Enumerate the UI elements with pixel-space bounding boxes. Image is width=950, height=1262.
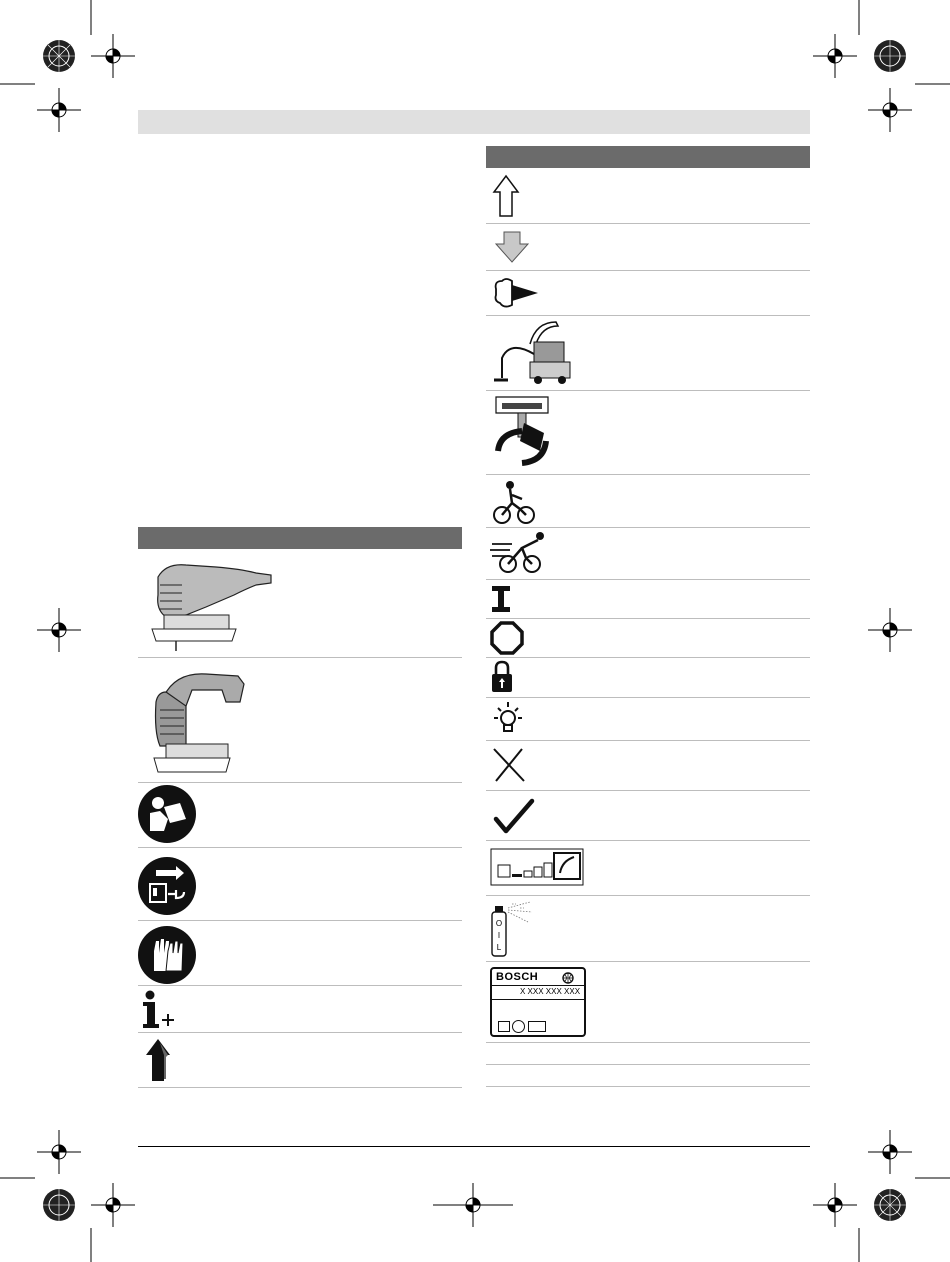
left-row-jigsaw-top-handle xyxy=(138,658,462,783)
right-row-dust-blowing xyxy=(486,271,810,316)
left-row-unplug xyxy=(138,848,462,921)
arrow-up-outline-icon xyxy=(494,174,524,220)
light-bulb-icon xyxy=(488,700,528,738)
type-plate-brand: BOSCH xyxy=(496,971,539,983)
left-row-action-arrow xyxy=(138,1033,462,1088)
registration-rosette-icon xyxy=(874,40,906,72)
oil-spray-icon xyxy=(490,898,540,958)
type-plate-rect xyxy=(528,1021,546,1032)
right-row-check xyxy=(486,791,810,841)
right-row-blank-2 xyxy=(486,1065,810,1087)
right-row-cross xyxy=(486,741,810,791)
type-plate-code: X XXX XXX XXX xyxy=(520,987,581,996)
right-row-padlock xyxy=(486,658,810,698)
right-row-fast-cyclist xyxy=(486,528,810,580)
right-row-arrow-down xyxy=(486,224,810,271)
page-footer-rule xyxy=(138,1146,810,1147)
arrow-down-grey-icon xyxy=(494,230,534,266)
fast-cyclist-icon xyxy=(490,530,552,576)
i-beam-icon xyxy=(490,584,514,614)
right-table-heading xyxy=(486,146,810,168)
padlock-icon xyxy=(490,660,514,694)
type-plate-icon xyxy=(490,967,586,1037)
speed-level-icon xyxy=(490,847,590,889)
left-table-heading xyxy=(138,527,462,549)
blade-change-icon xyxy=(490,393,554,473)
type-plate-divider xyxy=(492,999,584,1000)
oil-letter-l: L xyxy=(496,943,502,952)
jigsaw-barrel-grip-icon xyxy=(146,555,276,655)
oil-letter-i: I xyxy=(497,931,501,940)
information-plus-icon xyxy=(140,990,180,1030)
right-row-vacuum xyxy=(486,316,810,391)
registration-rosette-icon xyxy=(43,40,75,72)
registration-rosette-icon xyxy=(43,1189,75,1221)
right-row-blank-1 xyxy=(486,1043,810,1065)
left-row-info-plus xyxy=(138,986,462,1033)
right-row-slow-cyclist xyxy=(486,475,810,528)
action-arrow-icon xyxy=(146,1037,176,1083)
page-header-bar xyxy=(138,110,810,134)
wear-gloves-icon xyxy=(138,925,198,985)
jigsaw-top-handle-icon xyxy=(146,662,276,780)
right-row-type-plate xyxy=(486,962,810,1043)
right-row-i-beam xyxy=(486,580,810,619)
right-row-speed-level xyxy=(486,841,810,896)
left-row-read-manual xyxy=(138,783,462,848)
unplug-icon xyxy=(138,856,198,916)
slow-cyclist-icon xyxy=(490,479,540,525)
type-plate-circle xyxy=(512,1020,525,1033)
read-manual-icon xyxy=(138,785,198,845)
type-plate-divider xyxy=(492,985,584,986)
right-row-oil-spray xyxy=(486,896,810,962)
type-plate-square xyxy=(498,1021,510,1032)
right-row-arrow-up xyxy=(486,168,810,224)
dust-blowing-icon xyxy=(492,275,542,311)
cross-mark-icon xyxy=(492,747,532,787)
right-row-light xyxy=(486,698,810,741)
octagon-icon xyxy=(490,621,524,655)
check-mark-icon xyxy=(492,797,538,837)
right-row-blade-change xyxy=(486,391,810,475)
globe-icon xyxy=(562,972,574,984)
left-row-jigsaw-barrel xyxy=(138,549,462,658)
oil-letter-o: O xyxy=(495,919,503,928)
registration-rosette-icon xyxy=(874,1189,906,1221)
left-row-gloves xyxy=(138,921,462,986)
vacuum-cleaner-icon xyxy=(490,318,580,388)
right-row-octagon xyxy=(486,619,810,658)
